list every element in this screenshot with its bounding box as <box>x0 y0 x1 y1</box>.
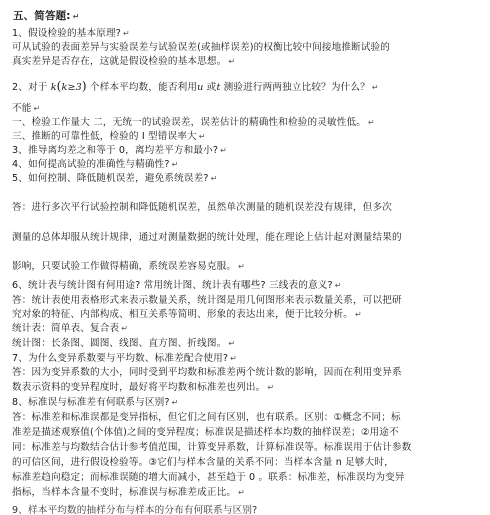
answer-2-line-1: 一、检验工作量大 二，无统一的试验误差，误差估计的精确性和检验的灵敏性低。 ↵ <box>12 117 375 128</box>
answer-6-tables: 统计表：简单表、复合表 ↵ <box>12 323 129 334</box>
section-title: 五、简答题: ↵ <box>13 10 80 22</box>
answer-8-line-5: 标准差趋向稳定；而标准误随的增大而减小，甚至趋于 0 。联系：标准差，标准误均为变异 <box>12 472 405 483</box>
answer-8-line-1: 答：标准差和标准误都是变异指标，但它们之间有区别，也有联系。区别：①概念不同；标 <box>12 412 401 423</box>
answer-8-line-3: 同：标准差与均数结合估计参考值范围，计算变异系数，计算标准误等。标准误用于估计参数 <box>12 442 412 453</box>
answer-2-line-2: 三、推断的可靠性低，检验的 I 型错误率大 ↵ <box>12 131 206 142</box>
question-5: 5、如何控制、降低随机误差，避免系统误差? ↵ <box>12 173 218 184</box>
answer-5-line-2: 测量的总体却服从统计规律，通过对测量数据的统计处理，能在理论上估计起对测量结果的 <box>12 232 402 243</box>
question-8: 8、标准误与标准差有何联系与区别? ↵ <box>12 397 179 408</box>
answer-8-line-6: 指标，当样本含量不变时，标准误与标准差成正比。 ↵ <box>12 487 245 498</box>
answer-2-no: 不能 ↵ <box>12 103 41 114</box>
answer-7-line-1: 答：因为变异系数的大小，同时受到平均数和标准差两个统计数的影响，因而在利用变异系 <box>12 367 402 378</box>
question-4: 4、如何提高试验的准确性与精确性? ↵ <box>12 159 179 170</box>
answer-1-line-1: 可从试验的表面差异与实验误差与试验误差(或抽样误差)的权衡比较中间接地推断试验的 <box>12 42 391 53</box>
answer-5-line-3: 影响，只要试验工作做得精确，系统误差容易克服。 ↵ <box>12 261 245 272</box>
question-3: 3、推导离均差之和等于 0，离均差平方和最小? ↵ <box>12 145 227 156</box>
answer-6-line-1: 答：统计表使用表格形式来表示数量关系，统计图是用几何图形来表示数量关系，可以把研 <box>12 295 402 306</box>
answer-8-line-2: 准差是描述观察值(个体值)之间的变异程度；标准误是描述样本均数的抽样误差；②用途不 <box>12 427 399 438</box>
question-9-cutoff: 9、样本平均数的抽样分布与样本的分布有何联系与区别? <box>12 505 258 515</box>
question-2: 2、对于 k(k≥3) 个样本平均数，能否利用u 或t 测验进行两两独立比较？为什么？ ↵ <box>12 79 379 93</box>
answer-6-line-2: 究对象的特征、内部构成、相互关系等简明、形象的表达出来，便于比较分析。 ↵ <box>12 309 362 320</box>
answer-7-line-2: 数表示资料的变异程度时，最好将平均数和标准差也列出。 ↵ <box>12 382 275 393</box>
question-1: 1、假设检验的基本原理? ↵ <box>12 28 130 39</box>
answer-5-line-1: 答：进行多次平行试验控制和降低随机误差，虽然单次测量的随机误差没有规律，但多次 <box>12 202 393 213</box>
answer-8-line-4: 的可信区间，进行假设检验等。③它们与样本含量的关系不同：当样本含量 n 足够大时， <box>12 457 394 468</box>
answer-6-charts: 统计图：长条图、圆图、线图、直方图、折线图。 ↵ <box>12 338 236 349</box>
answer-1-line-2: 真实差异是否存在，这就是假设检验的基本思想。 ↵ <box>12 56 236 67</box>
question-6: 6、统计表与统计图有何用途? 常用统计图、统计表有哪些? 三线表的意义? ↵ <box>12 280 342 291</box>
question-7: 7、为什么变异系数要与平均数、标准差配合使用? ↵ <box>12 353 237 364</box>
